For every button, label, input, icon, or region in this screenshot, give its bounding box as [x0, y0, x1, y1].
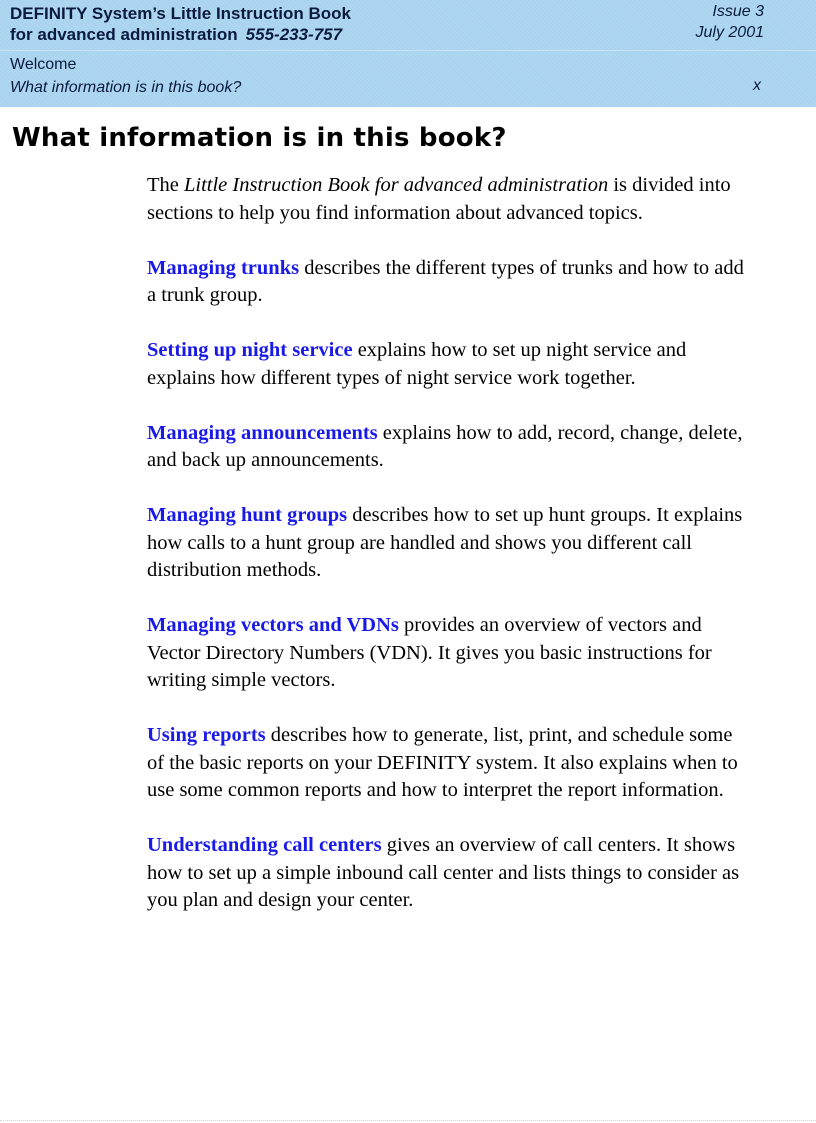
intro-book-title: Little Instruction Book for advanced administration: [184, 174, 609, 196]
link-managing-hunt-groups[interactable]: Managing hunt groups: [147, 504, 348, 526]
section-description: gives an overview of call centers. It shows how to set up a simple inbound call center and lists things to consider as you plan and design your center.: [147, 834, 740, 911]
page-header: [0, 0, 816, 107]
link-managing-trunks[interactable]: Managing trunks: [147, 256, 300, 279]
topic-name: What information is in this book?: [10, 79, 242, 96]
section-paragraph: [147, 722, 747, 805]
link-understanding-call-centers[interactable]: Understanding call centers: [147, 834, 382, 856]
link-using-reports[interactable]: Using reports: [147, 724, 266, 746]
intro-after: is divided into sections to help you find information about advanced topics.: [147, 174, 731, 224]
link-managing-vectors-and-vdns[interactable]: Managing vectors and VDNs: [147, 614, 399, 636]
header-title-band: [0, 0, 816, 50]
section-description: describes the different types of trunks and how to add a trunk group.: [147, 256, 744, 306]
header-divider: [0, 50, 816, 51]
link-managing-announcements[interactable]: Managing announcements: [147, 421, 378, 444]
page-number: x: [753, 77, 761, 94]
book-subtitle-text: for advanced administration: [10, 25, 238, 44]
section-description: describes how to generate, list, print, and schedule some of the basic reports on your DEFINITY system. It also explains when to use some common reports and how to interpret the report information.: [147, 724, 738, 801]
section-description: explains how to add, record, change, delete, and back up announcements.: [147, 421, 743, 471]
section-paragraph: [147, 502, 747, 585]
intro-paragraph: [147, 172, 747, 227]
section-paragraph: [147, 255, 747, 310]
link-setting-up-night-service[interactable]: Setting up night service: [147, 339, 353, 361]
section-paragraph: [147, 420, 747, 475]
section-description: explains how to set up night service and explains how different types of night service work together.: [147, 339, 687, 389]
issue-label: Issue 3: [712, 3, 764, 20]
issue-date: July 2001: [695, 24, 764, 41]
book-subtitle: [10, 24, 342, 45]
section-description: describes how to set up hunt groups. It explains how calls to a hunt group are handled and shows you different call distribution methods.: [147, 504, 743, 581]
body-text: [147, 172, 747, 942]
section-paragraph: [147, 337, 747, 392]
section-paragraph: [147, 612, 747, 695]
section-paragraph: [147, 832, 747, 915]
footer-divider: [0, 1120, 816, 1121]
doc-number: 555-233-757: [245, 25, 343, 44]
page-title: What information is in this book?: [12, 123, 507, 153]
book-title: DEFINITY System’s Little Instruction Book: [10, 4, 351, 23]
section-description: provides an overview of vectors and Vector Directory Numbers (VDN). It gives you basic instructions for writing simple vectors.: [147, 614, 712, 691]
section-name: Welcome: [10, 56, 77, 73]
intro-before: The: [147, 174, 184, 196]
